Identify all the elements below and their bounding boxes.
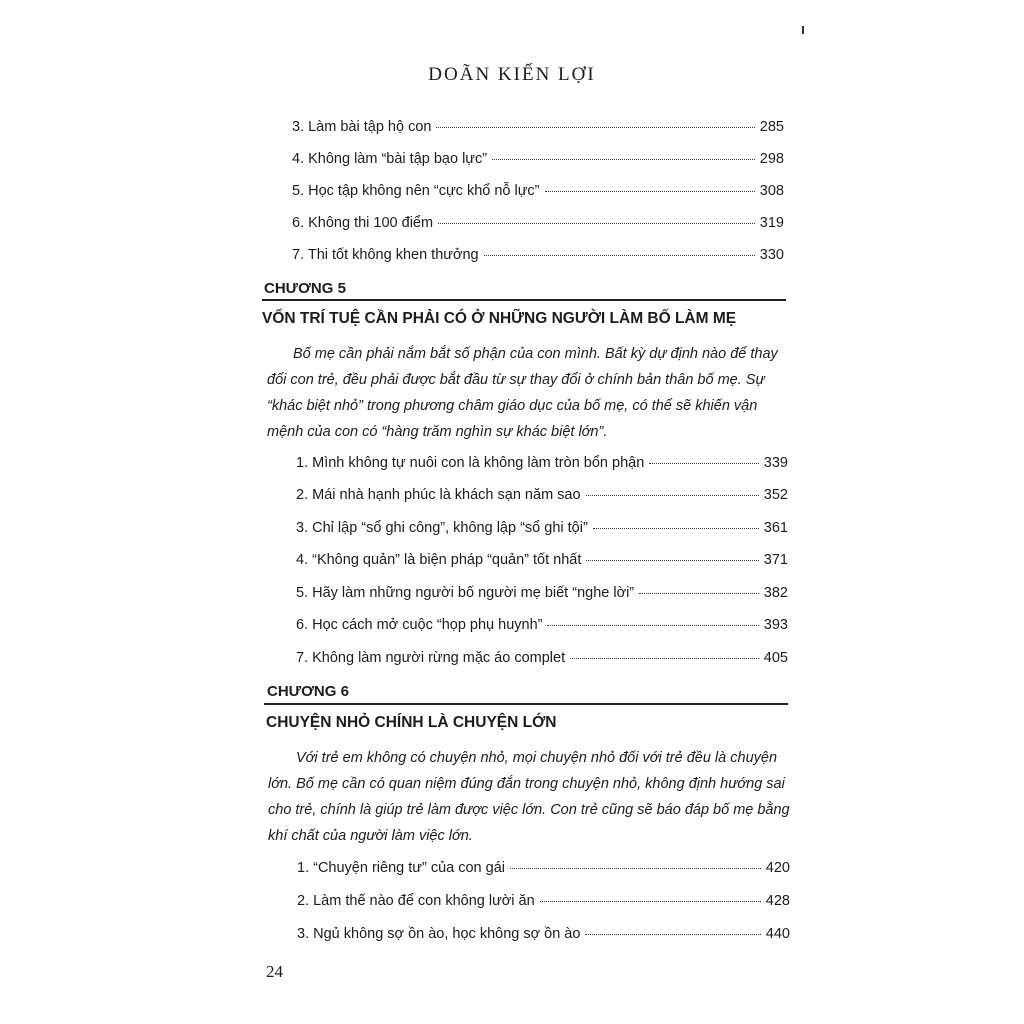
toc-entry [292, 119, 784, 135]
toc-entry-title: 1. Mình không tự nuôi con là không làm tròn bổn phận [296, 455, 645, 471]
toc-entry [297, 860, 790, 876]
toc-entry-page: 330 [759, 247, 784, 263]
toc-entry [292, 247, 784, 263]
dot-leader [545, 191, 755, 192]
dot-leader [585, 934, 760, 935]
intro-line: cho trẻ, chính là giúp trẻ làm được việc lớn. Con trẻ cũng sẽ báo đáp bố mẹ bằng [268, 802, 790, 818]
intro-line: “khác biệt nhỏ” trong phương châm giáo dục của bố mẹ, có thể sẽ khiến vận [267, 398, 758, 414]
toc-entry-page: 339 [763, 455, 788, 471]
dot-leader [484, 255, 755, 256]
toc-entry-title: 6. Không thi 100 điểm [292, 215, 434, 231]
dot-leader [492, 159, 755, 160]
chapter-title: VỐN TRÍ TUỆ CẦN PHẢI CÓ Ở NHỮNG NGƯỜI LÀM BỐ LÀM MẸ [262, 310, 737, 327]
dot-leader [649, 463, 759, 464]
dot-leader [438, 223, 755, 224]
toc-entry [292, 215, 784, 231]
toc-entry-page: 285 [759, 119, 784, 135]
toc-entry-page: 420 [765, 860, 790, 876]
running-title: DOÃN KIẾN LỢI [428, 64, 596, 85]
toc-entry-page: 393 [763, 617, 788, 633]
chapter-rule [262, 299, 786, 301]
toc-entry [296, 650, 788, 666]
toc-entry-page: 428 [765, 893, 790, 909]
toc-entry [296, 617, 788, 633]
toc-entry-title: 3. Chỉ lập “sổ ghi công”, không lập “sổ ghi tội” [296, 520, 588, 536]
dot-leader [586, 560, 758, 561]
intro-line: lớn. Bố mẹ cần có quan niệm đúng đắn trong chuyện nhỏ, không định hướng sai [268, 776, 785, 792]
chapter-title: CHUYỆN NHỎ CHÍNH LÀ CHUYỆN LỚN [266, 714, 557, 731]
page-number: 24 [266, 962, 283, 981]
toc-entry [296, 487, 788, 503]
toc-entry [296, 520, 788, 536]
toc-entry-title: 5. Hãy làm những người bố người mẹ biết “nghe lời” [296, 585, 635, 601]
toc-entry [292, 151, 784, 167]
toc-entry-page: 319 [759, 215, 784, 231]
toc-entry-page: 405 [763, 650, 788, 666]
dot-leader [593, 528, 759, 529]
chapter-rule [264, 703, 788, 705]
toc-entry [297, 893, 790, 909]
toc-entry-title: 3. Ngủ không sợ ồn ào, học không sợ ồn ào [297, 926, 581, 942]
toc-entry [296, 585, 788, 601]
toc-entry [296, 455, 788, 471]
dot-leader [547, 625, 758, 626]
intro-line: đổi con trẻ, đều phải được bắt đầu từ sự thay đổi ở chính bản thân bố mẹ. Sự [267, 372, 765, 388]
chapter-intro [268, 745, 790, 849]
toc-entry-page: 440 [765, 926, 790, 942]
toc-entry-page: 371 [763, 552, 788, 568]
dot-leader [436, 127, 754, 128]
toc-entry-title: 5. Học tập không nên “cực khổ nỗ lực” [292, 183, 540, 199]
intro-line: Bố mẹ cần phải nắm bắt số phận của con mình. Bất kỳ dự định nào để thay [293, 346, 778, 362]
toc-entry [296, 552, 788, 568]
toc-entry-title: 1. “Chuyện riêng tư” của con gái [297, 860, 505, 876]
chapter-label: CHƯƠNG 6 [267, 683, 349, 700]
toc-entry-title: 3. Làm bài tập hộ con [292, 119, 432, 135]
dot-leader [510, 868, 761, 869]
chapter-intro [267, 341, 778, 445]
toc-entry-page: 361 [763, 520, 788, 536]
toc-entry-title: 7. Không làm người rừng mặc áo complet [296, 650, 566, 666]
toc-entry-page: 298 [759, 151, 784, 167]
intro-line: mệnh của con có “hàng trăm nghìn sự khác biệt lớn”. [267, 424, 608, 440]
edge-mark [802, 26, 804, 34]
intro-line: khí chất của người làm việc lớn. [268, 828, 473, 844]
toc-entry-title: 4. Không làm “bài tập bạo lực” [292, 151, 488, 167]
toc-entry [292, 183, 784, 199]
toc-entry-title: 7. Thi tốt không khen thưởng [292, 247, 479, 263]
toc-entry-title: 6. Học cách mở cuộc “họp phụ huynh” [296, 617, 543, 633]
toc-entry-title: 4. “Không quản” là biện pháp “quản” tốt nhất [296, 552, 582, 568]
chapter-label: CHƯƠNG 5 [264, 280, 346, 297]
dot-leader [540, 901, 761, 902]
toc-entry-page: 352 [763, 487, 788, 503]
dot-leader [639, 593, 759, 594]
dot-leader [586, 495, 759, 496]
dot-leader [570, 658, 759, 659]
toc-entry-page: 382 [763, 585, 788, 601]
toc-entry-title: 2. Làm thế nào để con không lười ăn [297, 893, 535, 909]
toc-entry [297, 926, 790, 942]
intro-line: Với trẻ em không có chuyện nhỏ, mọi chuyện nhỏ đối với trẻ đều là chuyện [296, 750, 778, 766]
toc-entry-page: 308 [759, 183, 784, 199]
toc-entry-title: 2. Mái nhà hạnh phúc là khách sạn năm sao [296, 487, 581, 503]
